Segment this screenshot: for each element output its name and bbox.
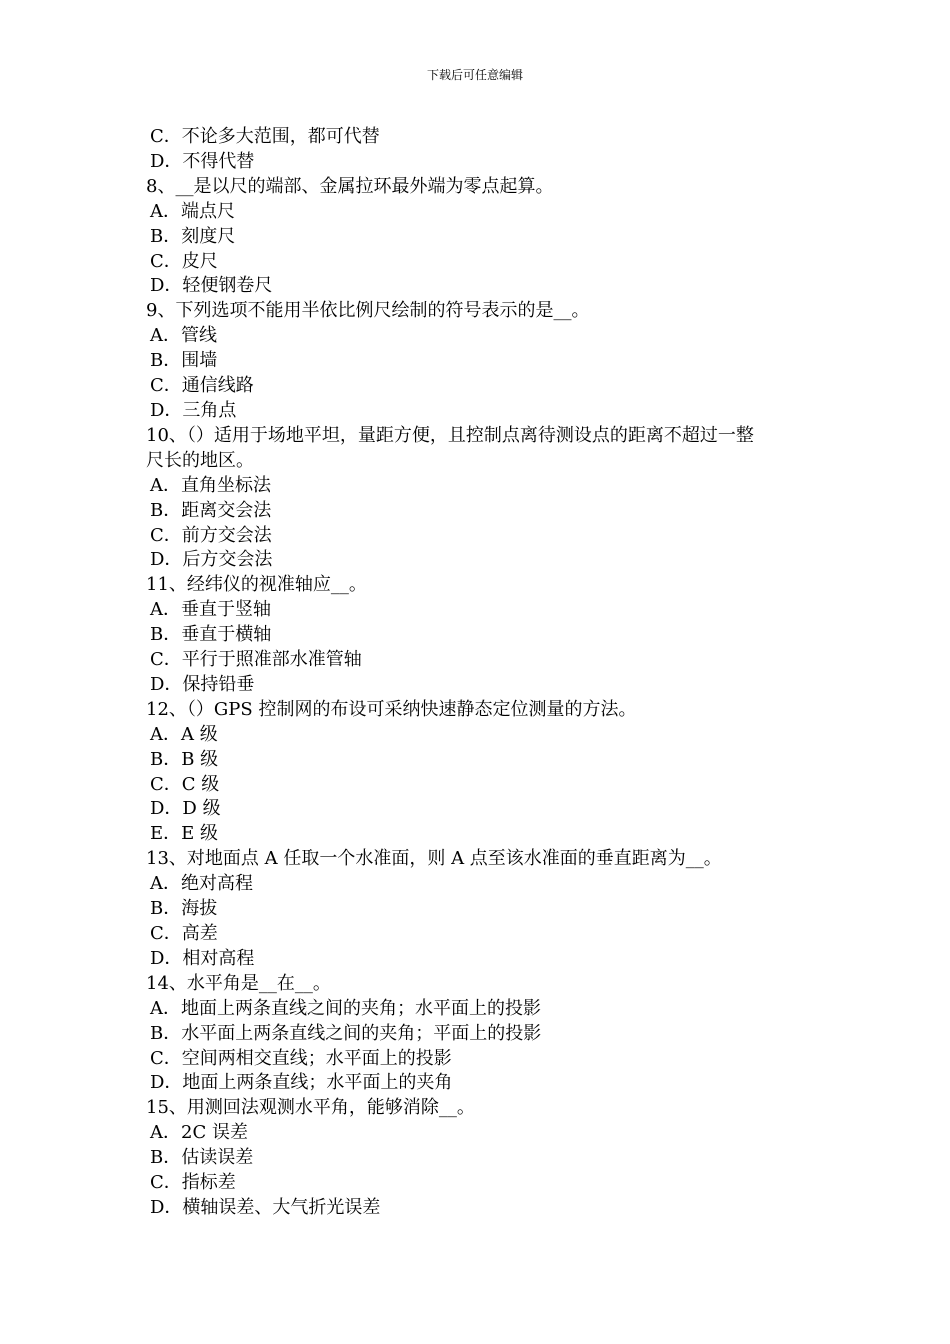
option-line: D．相对高程 [150, 947, 255, 969]
option-line: A．地面上两条直线之间的夹角；水平面上的投影 [150, 997, 541, 1019]
option-line: D．保持铅垂 [150, 673, 255, 695]
option-line: C．通信线路 [150, 375, 254, 397]
question-line: 11、经纬仪的视准轴应__。 [146, 574, 367, 596]
option-line: A．管线 [150, 325, 217, 347]
option-line: A．A 级 [150, 723, 218, 745]
option-line: D．横轴误差、大气折光误差 [150, 1196, 381, 1218]
question-line: 9、下列选项不能用半依比例尺绘制的符号表示的是__。 [146, 300, 590, 322]
option-line: E．E 级 [150, 823, 219, 845]
option-line: A．端点尺 [150, 200, 235, 222]
option-line: D．地面上两条直线；水平面上的夹角 [150, 1072, 453, 1094]
option-line: C．皮尺 [150, 250, 218, 272]
document-body [146, 125, 814, 1221]
option-line: D．不得代替 [150, 150, 255, 172]
option-line: B．估读误差 [150, 1147, 254, 1169]
option-line: B．海拔 [150, 898, 218, 920]
option-line: D．D 级 [150, 798, 221, 820]
option-line: B．水平面上两条直线之间的夹角；平面上的投影 [150, 1022, 542, 1044]
option-line: A．2C 误差 [150, 1122, 248, 1144]
question-line: 8、__是以尺的端部、金属拉环最外端为零点起算。 [146, 175, 554, 197]
question-line: 12、（）GPS 控制网的布设可采纳快速静态定位测量的方法。 [146, 698, 637, 720]
option-line: B．围墙 [150, 350, 218, 372]
question-line: 10、（）适用于场地平坦，量距方便，且控制点离待测设点的距离不超过一整 [146, 424, 754, 446]
option-line: A．垂直于竖轴 [150, 599, 271, 621]
question-line: 14、水平角是__在__。 [146, 972, 331, 994]
option-line: B．B 级 [150, 748, 219, 770]
option-line: B．垂直于横轴 [150, 624, 272, 646]
option-line: C．指标差 [150, 1172, 236, 1194]
page-header: 下载后可任意编辑 [426, 68, 523, 82]
question-line: 15、用测回法观测水平角，能够消除__。 [146, 1097, 475, 1119]
option-line: C．高差 [150, 923, 218, 944]
option-line: B．距离交会法 [150, 499, 272, 521]
question-line: 尺长的地区。 [146, 449, 254, 471]
option-line: C．C 级 [150, 773, 220, 795]
option-line: C．前方交会法 [150, 524, 272, 546]
option-line: C．不论多大范围，都可代替 [150, 126, 380, 147]
option-line: D．三角点 [150, 399, 237, 421]
option-line: B．刻度尺 [150, 225, 236, 247]
option-line: A．绝对高程 [150, 873, 253, 895]
option-line: D．轻便钢卷尺 [150, 275, 273, 297]
option-line: C．空间两相交直线；水平面上的投影 [150, 1047, 452, 1069]
question-line: 13、对地面点 A 任取一个水准面，则 A 点至该水准面的垂直距离为__。 [146, 848, 722, 870]
option-line: C．平行于照准部水准管轴 [150, 649, 362, 671]
option-line: D．后方交会法 [150, 549, 273, 571]
option-line: A．直角坐标法 [150, 474, 271, 496]
